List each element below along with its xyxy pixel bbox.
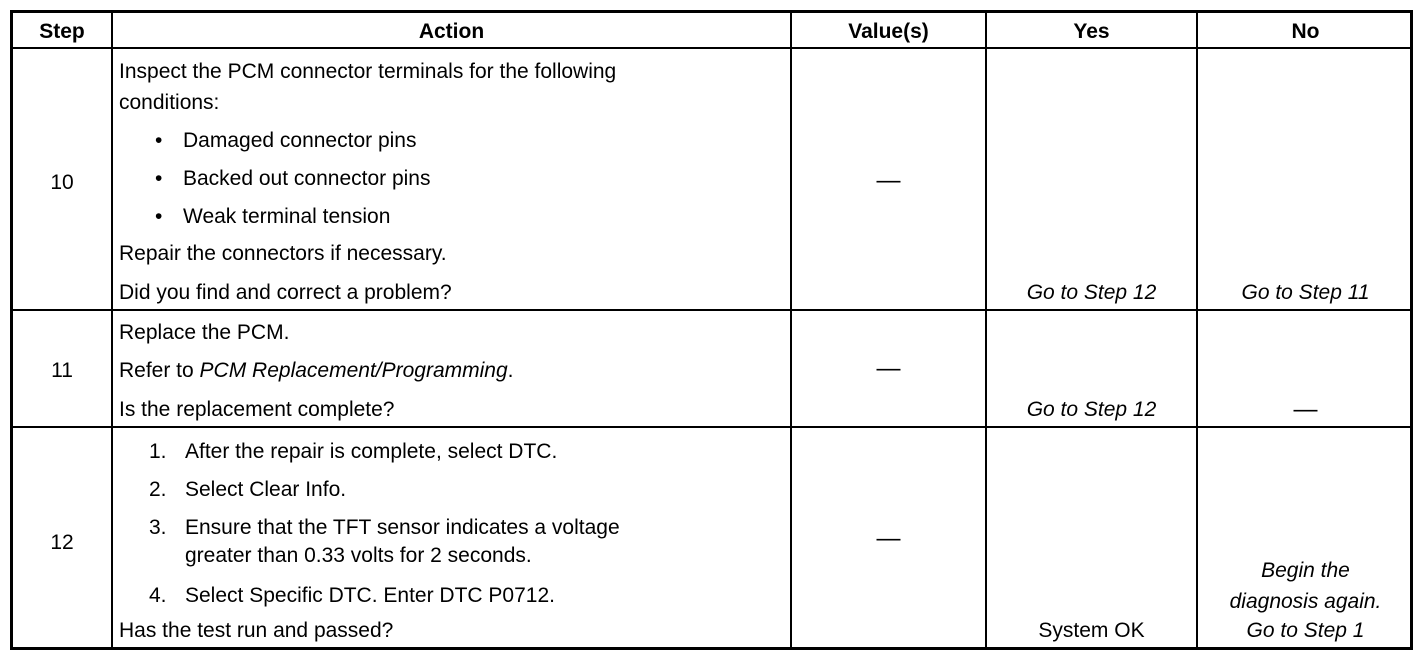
yes-cell: Go to Step 12 <box>1026 398 1157 421</box>
no-cell: Go to Step 11 <box>1241 281 1370 304</box>
no-cell: — <box>1293 396 1318 423</box>
bullet-text: Weak terminal tension <box>183 205 391 228</box>
bullet-text: Backed out connector pins <box>183 167 431 190</box>
diagnostic-table <box>10 10 1413 650</box>
action-text: Refer to PCM Replacement/Programming. <box>119 359 514 382</box>
header-no: No <box>1291 19 1320 43</box>
bullet-item: • <box>155 205 163 228</box>
col-divider <box>111 13 113 647</box>
reference-link: PCM Replacement/Programming <box>199 359 508 382</box>
col-divider <box>985 13 987 647</box>
no-cell-line: diagnosis again. <box>1229 590 1382 613</box>
action-question: Has the test run and passed? <box>119 619 394 642</box>
yes-cell: System OK <box>1038 619 1145 642</box>
no-cell-line: Begin the <box>1261 559 1350 582</box>
col-divider <box>1196 13 1198 647</box>
header-values: Value(s) <box>848 19 929 43</box>
list-text: Select Clear Info. <box>185 478 347 501</box>
row-divider <box>13 309 1410 311</box>
value-cell: — <box>876 355 901 382</box>
col-divider <box>790 13 792 647</box>
row-divider <box>13 426 1410 428</box>
header-action: Action <box>418 19 485 43</box>
list-text: greater than 0.33 volts for 2 seconds. <box>185 544 532 567</box>
list-number: 1. <box>149 440 167 463</box>
list-number: 2. <box>149 478 167 501</box>
action-text: conditions: <box>119 91 220 114</box>
header-yes: Yes <box>1073 19 1110 43</box>
value-cell: — <box>876 167 901 194</box>
step-number: 10 <box>50 171 74 194</box>
list-text: Ensure that the TFT sensor indicates a voltage <box>185 516 620 539</box>
list-number: 4. <box>149 584 167 607</box>
list-number: 3. <box>149 516 167 539</box>
step-number: 11 <box>51 359 73 382</box>
bullet-item: • <box>155 129 163 152</box>
no-cell-line: Go to Step 1 <box>1246 619 1365 642</box>
yes-cell: Go to Step 12 <box>1026 281 1157 304</box>
action-text: Replace the PCM. <box>119 321 290 344</box>
action-question: Is the replacement complete? <box>119 398 395 421</box>
bullet-item: • <box>155 167 163 190</box>
action-text: Repair the connectors if necessary. <box>119 242 447 265</box>
step-number: 12 <box>50 531 74 554</box>
list-text: Select Specific DTC. Enter DTC P0712. <box>185 584 555 607</box>
value-cell: — <box>876 525 901 552</box>
bullet-text: Damaged connector pins <box>183 129 417 152</box>
header-step: Step <box>39 19 85 43</box>
list-text: After the repair is complete, select DTC. <box>185 440 558 463</box>
action-text: Inspect the PCM connector terminals for the following <box>119 60 617 83</box>
action-question: Did you find and correct a problem? <box>119 281 452 304</box>
